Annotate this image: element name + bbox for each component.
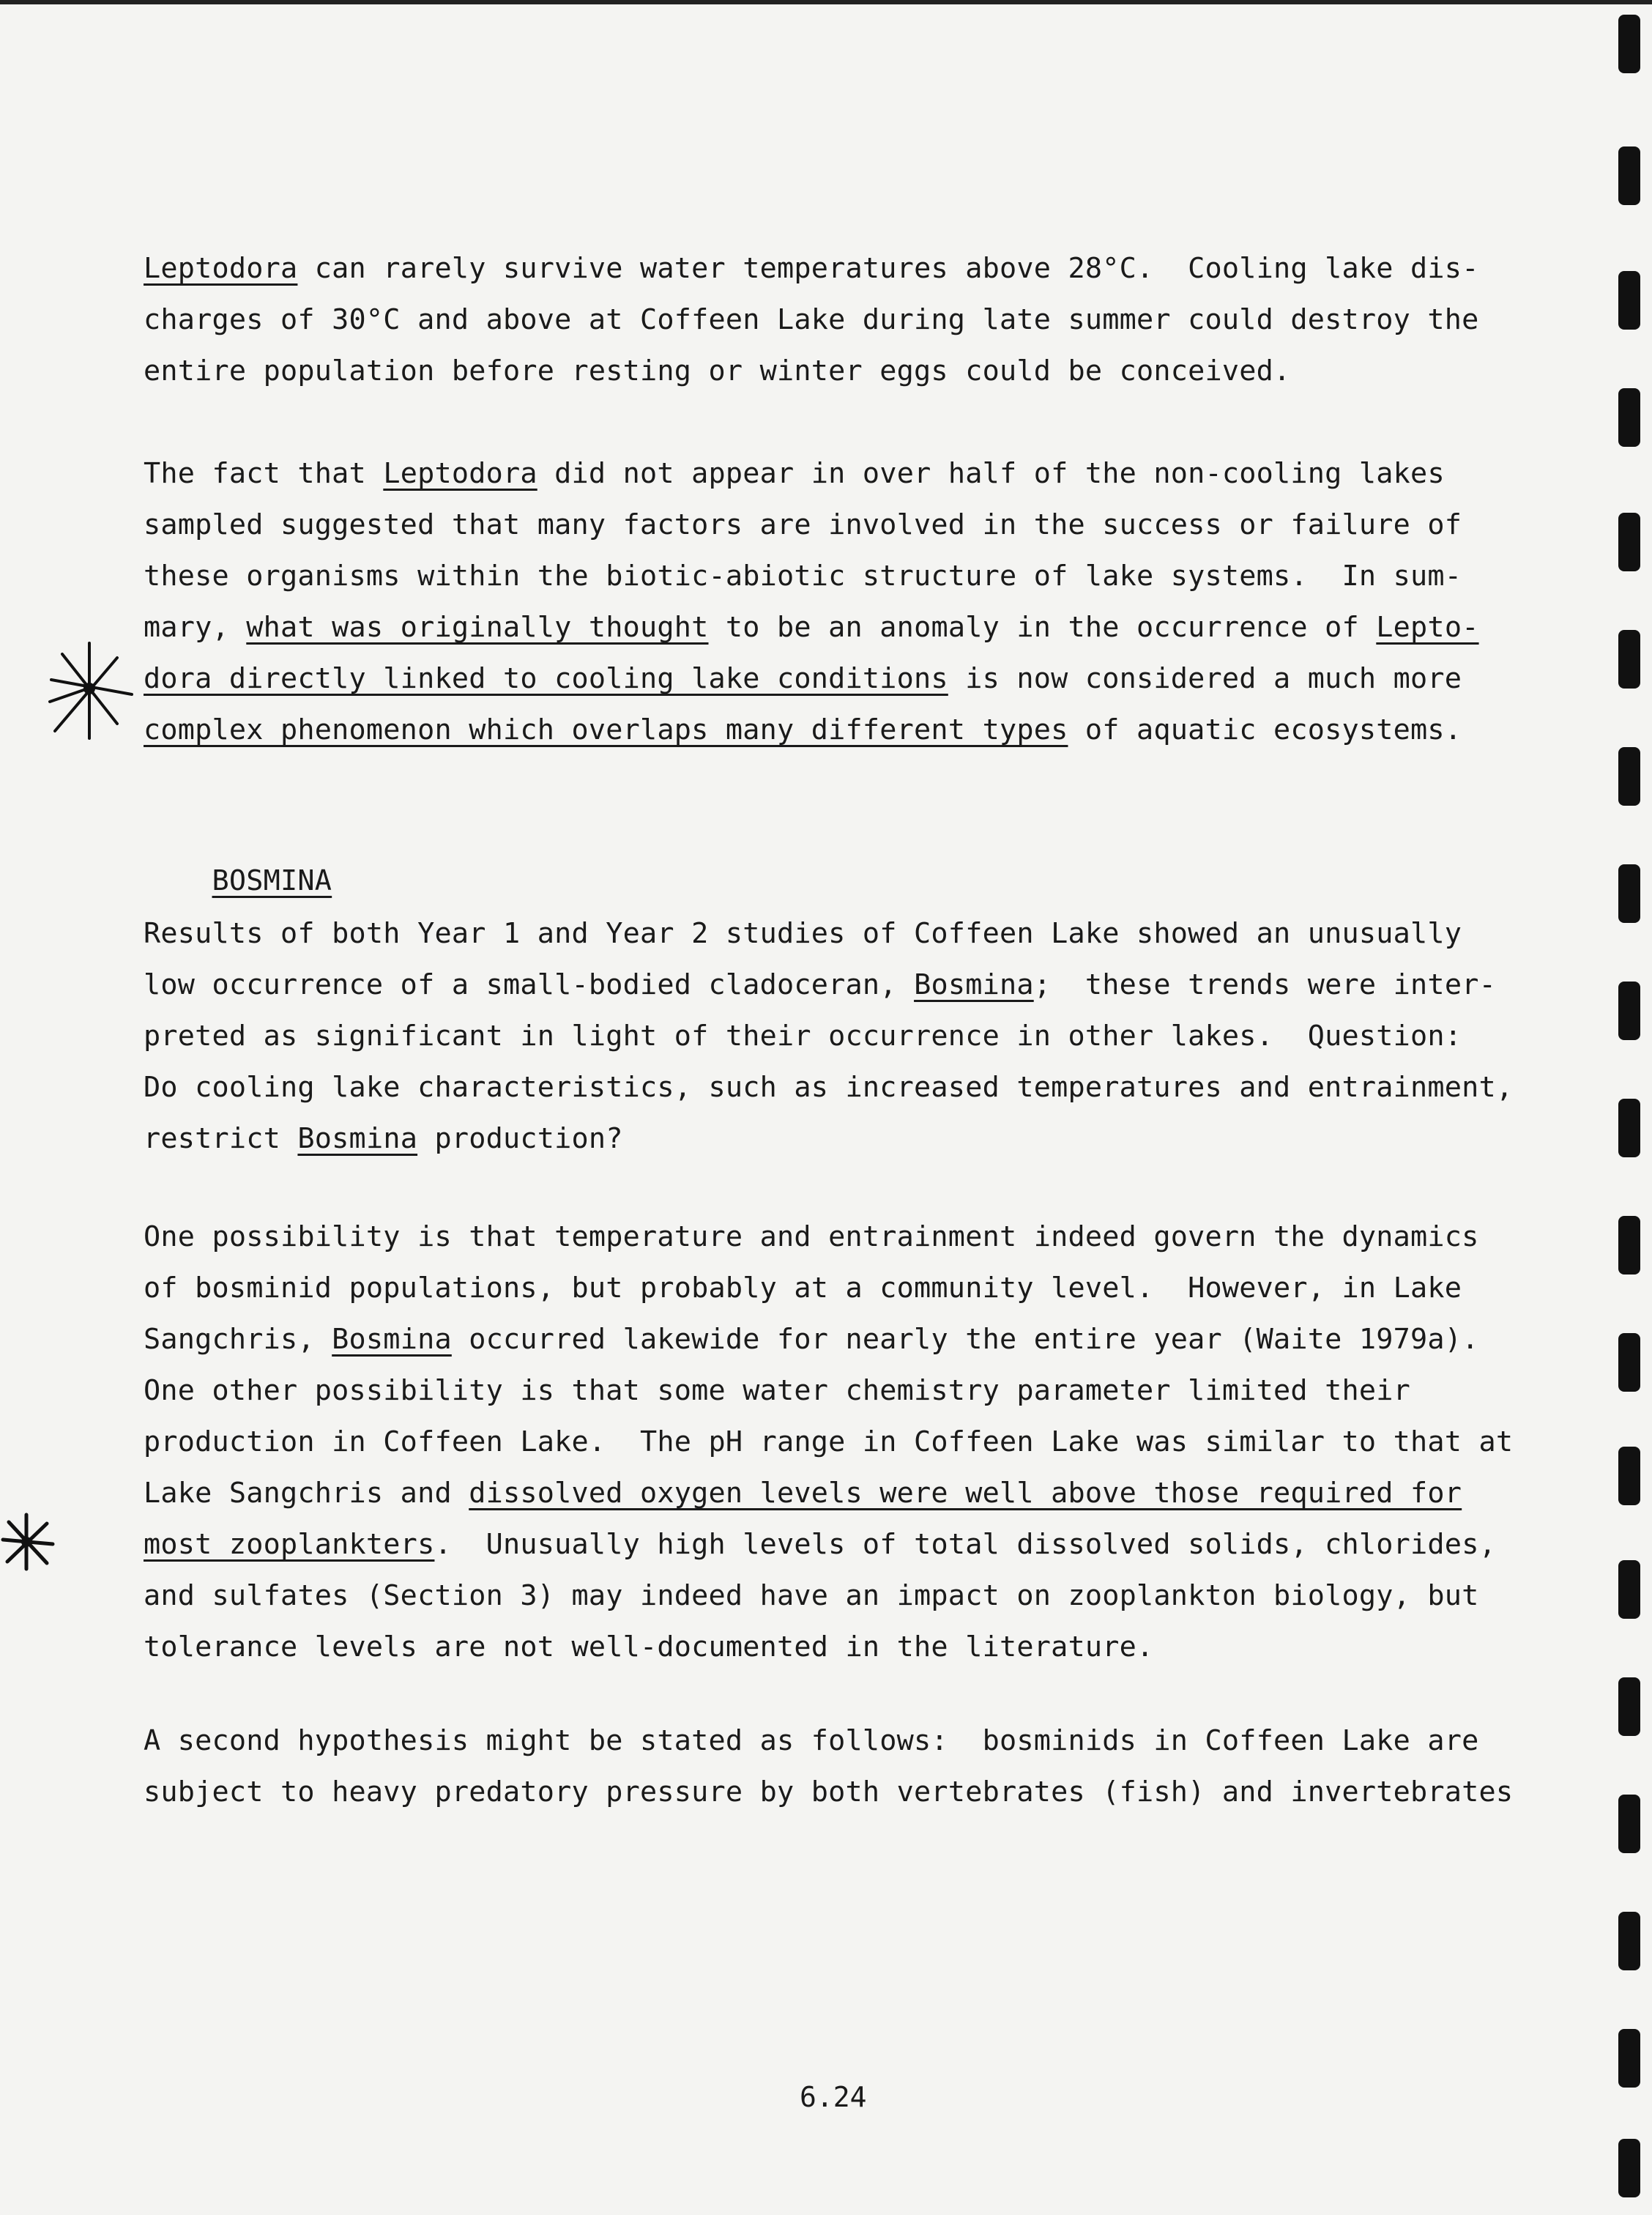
- text-line: [144, 1314, 1520, 1365]
- binding-bar: [1618, 388, 1640, 447]
- paragraph-bosmina-possibilities: [144, 1212, 1520, 1673]
- text-line: [144, 243, 1520, 294]
- top-edge-rule: [0, 0, 1652, 4]
- text-segment: occurred lakewide for nearly the entire year (Waite 1979a).: [451, 1323, 1479, 1356]
- underlined-text: what was originally thought: [246, 611, 709, 644]
- underlined-text: most zooplankters: [144, 1528, 435, 1561]
- text-segment: and sulfates (Section 3) may indeed have an impact on zooplankton biology, but: [144, 1579, 1479, 1612]
- text-line: [144, 908, 1520, 960]
- text-segment: . Unusually high levels of total dissolved solids, chlorides,: [434, 1528, 1496, 1561]
- text-segment: Results of both Year 1 and Year 2 studies of Coffeen Lake showed an unusually: [144, 917, 1462, 950]
- binding-bar: [1618, 1447, 1640, 1505]
- text-segment: ; these trends were inter-: [1033, 968, 1496, 1001]
- binding-bar: [1618, 630, 1640, 689]
- paragraph-leptodora-occurrence: [144, 448, 1520, 756]
- binding-bar: [1618, 2029, 1640, 2088]
- text-line: [144, 1011, 1520, 1062]
- binding-bar: [1618, 1099, 1640, 1157]
- text-line: [144, 500, 1520, 551]
- binding-bar: [1618, 271, 1640, 330]
- binding-marks: [1618, 0, 1648, 2215]
- text-segment: One other possibility is that some water chemistry parameter limited their: [144, 1374, 1411, 1407]
- binding-bar: [1618, 2139, 1640, 2197]
- asterisk-mark: [0, 1509, 59, 1575]
- text-line: [144, 1767, 1520, 1818]
- text-line: [144, 1468, 1520, 1519]
- underlined-text: Leptodora: [383, 457, 537, 490]
- text-line: [144, 448, 1520, 500]
- text-segment: subject to heavy predatory pressure by both vertebrates (fish) and invertebrates: [144, 1776, 1514, 1808]
- text-segment: Sangchris,: [144, 1323, 332, 1356]
- heading-text: BOSMINA: [212, 864, 332, 897]
- text-line: [144, 294, 1520, 346]
- text-line: [144, 705, 1520, 756]
- binding-bar: [1618, 864, 1640, 923]
- binding-bar: [1618, 1912, 1640, 1970]
- text-segment: preted as significant in light of their occurrence in other lakes. Question:: [144, 1020, 1462, 1053]
- text-line: [144, 1062, 1520, 1113]
- binding-bar: [1618, 15, 1640, 73]
- text-segment: One possibility is that temperature and entrainment indeed govern the dynamics: [144, 1220, 1479, 1253]
- text-line: [144, 1519, 1520, 1570]
- text-segment: restrict: [144, 1122, 298, 1155]
- text-line: [144, 1715, 1520, 1767]
- asterisk-mark: [44, 636, 139, 746]
- binding-bar: [1618, 1560, 1640, 1619]
- text-segment: charges of 30°C and above at Coffeen Lake during late summer could destroy the: [144, 303, 1479, 336]
- underlined-text: Leptodora: [144, 252, 298, 285]
- text-segment: entire population before resting or winter eggs could be conceived.: [144, 355, 1291, 387]
- text-segment: these organisms within the biotic-abiotic structure of lake systems. In sum-: [144, 560, 1462, 593]
- underlined-text: complex phenomenon which overlaps many different types: [144, 713, 1068, 746]
- page-number: 6.24: [800, 2081, 867, 2113]
- binding-bar: [1618, 513, 1640, 571]
- text-segment: Lake Sangchris and: [144, 1477, 469, 1510]
- text-line: [144, 653, 1520, 705]
- binding-bar: [1618, 1333, 1640, 1392]
- text-line: [144, 551, 1520, 602]
- underlined-text: Bosmina: [332, 1323, 452, 1356]
- text-segment: did not appear in over half of the non-cooling lakes: [537, 457, 1445, 490]
- text-line: [144, 1622, 1520, 1673]
- text-segment: tolerance levels are not well-documented in the literature.: [144, 1630, 1154, 1663]
- binding-bar: [1618, 1677, 1640, 1736]
- binding-bar: [1618, 1795, 1640, 1853]
- paragraph-leptodora-temperature: [144, 243, 1520, 397]
- binding-bar: [1618, 1216, 1640, 1275]
- text-segment: production in Coffeen Lake. The pH range in Coffeen Lake was similar to that at: [144, 1425, 1514, 1458]
- binding-bar: [1618, 146, 1640, 205]
- text-segment: production?: [417, 1122, 623, 1155]
- text-segment: of bosminid populations, but probably at a community level. However, in Lake: [144, 1272, 1462, 1305]
- underlined-text: dora directly linked to cooling lake conditions: [144, 662, 948, 695]
- binding-bar: [1618, 747, 1640, 806]
- text-segment: Do cooling lake characteristics, such as increased temperatures and entrainment,: [144, 1071, 1514, 1104]
- text-segment: to be an anomaly in the occurrence of: [708, 611, 1377, 644]
- text-segment: is now considered a much more: [948, 662, 1462, 695]
- underlined-text: Bosmina: [914, 968, 1034, 1001]
- text-line: [144, 1113, 1520, 1165]
- text-segment: of aquatic ecosystems.: [1068, 713, 1462, 746]
- text-line: [144, 346, 1520, 397]
- underlined-text: Bosmina: [297, 1122, 418, 1155]
- text-line: [144, 960, 1520, 1011]
- text-line: [144, 1263, 1520, 1314]
- underlined-text: Lepto-: [1376, 611, 1479, 644]
- paragraph-second-hypothesis: [144, 1715, 1520, 1818]
- text-line: [144, 1365, 1520, 1417]
- binding-bar: [1618, 982, 1640, 1040]
- text-segment: mary,: [144, 611, 247, 644]
- text-segment: The fact that: [144, 457, 384, 490]
- text-segment: sampled suggested that many factors are involved in the success or failure of: [144, 508, 1462, 541]
- text-segment: low occurrence of a small-bodied cladoceran,: [144, 968, 915, 1001]
- text-line: [144, 1212, 1520, 1263]
- paragraph-bosmina-results: [144, 908, 1520, 1165]
- text-segment: A second hypothesis might be stated as follows: bosminids in Coffeen Lake are: [144, 1724, 1479, 1757]
- underlined-text: dissolved oxygen levels were well above those required for: [469, 1477, 1462, 1510]
- text-line: [144, 1570, 1520, 1622]
- text-line: [144, 1417, 1520, 1468]
- text-line: [144, 602, 1520, 653]
- text-segment: can rarely survive water temperatures above 28°C. Cooling lake dis-: [297, 252, 1479, 285]
